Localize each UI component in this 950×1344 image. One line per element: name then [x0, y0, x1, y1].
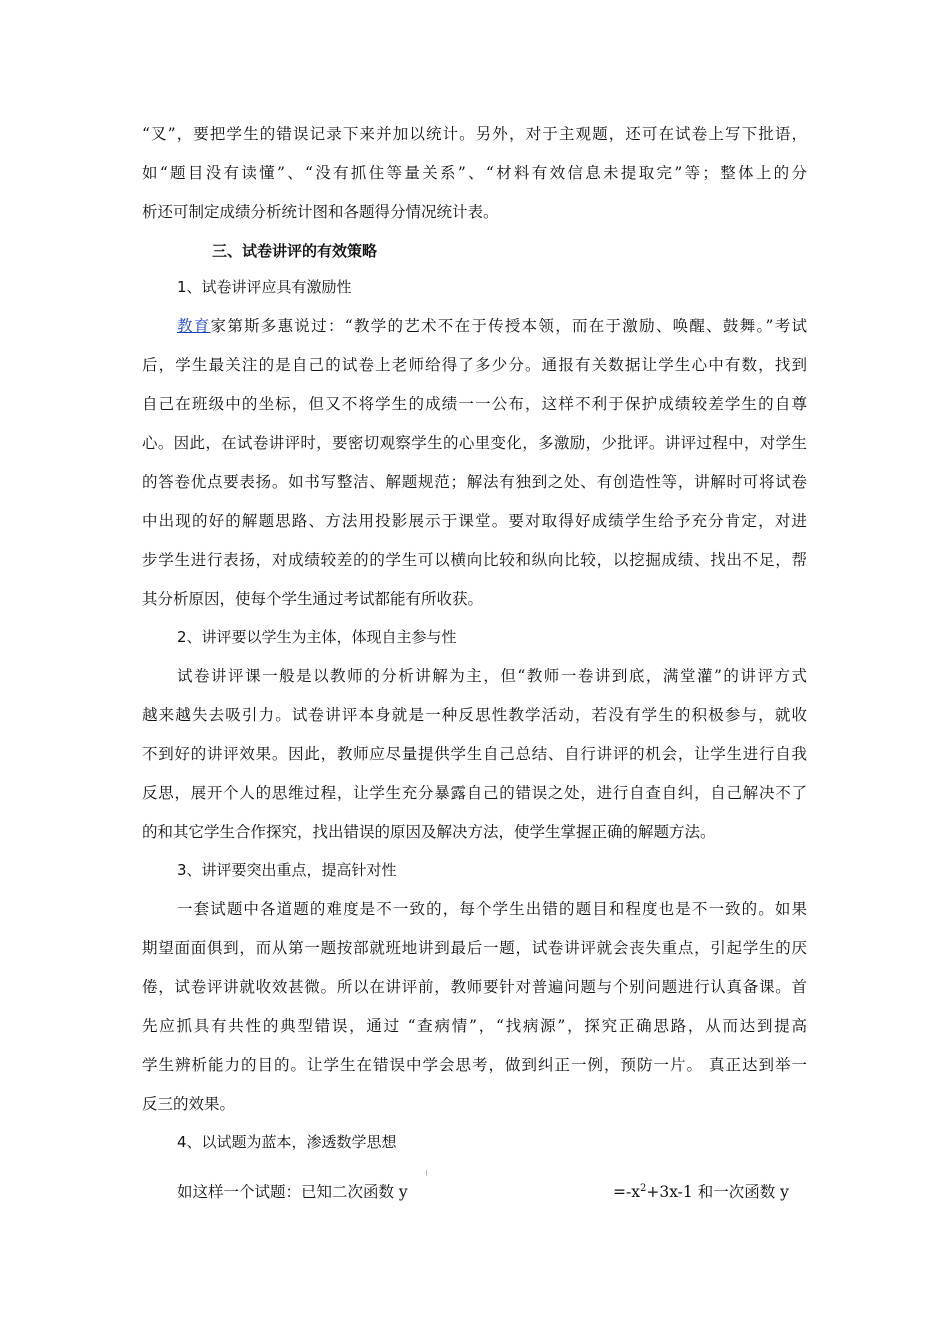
paragraph-line: 不到好的讲评效果。因此，教师应尽量提供学生自己总结、自行讲评的机会，让学生进行自我	[142, 745, 807, 763]
formula-lead-text: 如这样一个试题：已知二次函数 y	[177, 1183, 408, 1201]
paragraph-line: 反思，展开个人的思维过程，让学生充分暴露自己的错误之处，进行自查自纠，自己解决不了	[142, 784, 807, 802]
paragraph-line: 自己在班级中的坐标，但又不将学生的成绩一一公布，这样不利于保护成绩较差学生的自尊	[142, 395, 807, 413]
paragraph-line: 的答卷优点要表扬。如书写整洁、解题规范；解法有独到之处、有创造性等，讲解时可将试卷	[142, 473, 807, 491]
formula-part: +3x-1 和一次函数 y	[646, 1183, 789, 1201]
paragraph-line: 析还可制定成绩分析统计图和各题得分情况统计表。	[142, 203, 499, 221]
paragraph-line: 先应抓具有共性的典型错误，通过 “查病情”，“找病源”，探究正确思路，从而达到提高	[142, 1017, 807, 1035]
paragraph-line: 倦，试卷评讲就收效甚微。所以在讲评前，教师要针对普遍问题与个别问题进行认真备课。首	[142, 978, 807, 996]
formula-expression	[613, 1180, 789, 1202]
paragraph-line: 如“题目没有读懂”、“没有抓住等量关系”、“材料有效信息未提取完”等；整体上的分	[142, 164, 807, 182]
paragraph-line	[177, 314, 807, 336]
paragraph-line: 学生辨析能力的目的。让学生在错误中学会思考，做到纠正一例，预防一片。 真正达到举一	[142, 1056, 807, 1074]
subsection-title-2: 2、讲评要以学生为主体，体现自主参与性	[177, 628, 457, 646]
formula-exponent: 2	[639, 1182, 647, 1194]
paragraph-line: 反三的效果。	[142, 1095, 236, 1113]
paragraph-line-text: 家第斯多惠说过：“教学的艺术不在于传授本领，而在于激励、唤醒、鼓舞。”考试	[210, 317, 807, 335]
paragraph-line: 心。因此，在试卷讲评时，要密切观察学生的心里变化，多激励，少批评。讲评过程中，对学生	[142, 434, 807, 452]
formula-part: =-x	[613, 1183, 640, 1201]
education-link[interactable]: 教育	[177, 317, 211, 335]
paragraph-line: 一套试题中各道题的难度是不一致的，每个学生出错的题目和程度也是不一致的。如果	[177, 900, 807, 918]
subsection-title-1: 1、试卷讲评应具有激励性	[177, 278, 352, 296]
subsection-title-4: 4、以试题为蓝本，渗透数学思想	[177, 1133, 397, 1151]
paragraph-line: 试卷讲评课一般是以教师的分析讲解为主，但“教师一卷讲到底，满堂灌”的讲评方式	[177, 667, 807, 685]
formula-placeholder-mark	[426, 1170, 427, 1176]
section-heading: 三、试卷讲评的有效策略	[212, 242, 378, 260]
subsection-title-3: 3、讲评要突出重点，提高针对性	[177, 861, 397, 879]
paragraph-line: “叉”，要把学生的错误记录下来并加以统计。另外，对于主观题，还可在试卷上写下批语，	[142, 125, 807, 143]
paragraph-line: 期望面面俱到，而从第一题按部就班地讲到最后一题，试卷讲评就会丧失重点，引起学生的厌	[142, 939, 807, 957]
paragraph-line: 越来越失去吸引力。试卷讲评本身就是一种反思性教学活动，若没有学生的积极参与，就收	[142, 706, 807, 724]
paragraph-line: 步学生进行表扬，对成绩较差的的学生可以横向比较和纵向比较，以挖掘成绩、找出不足，帮	[142, 551, 807, 569]
paragraph-line: 的和其它学生合作探究，找出错误的原因及解决方法，使学生掌握正确的解题方法。	[142, 823, 716, 841]
paragraph-line: 其分析原因，使每个学生通过考试都能有所收获。	[142, 590, 484, 608]
paragraph-line: 后，学生最关注的是自己的试卷上老师给得了多少分。通报有关数据让学生心中有数，找到	[142, 356, 807, 374]
paragraph-line: 中出现的好的解题思路、方法用投影展示于课堂。要对取得好成绩学生给予充分肯定，对进	[142, 512, 807, 530]
